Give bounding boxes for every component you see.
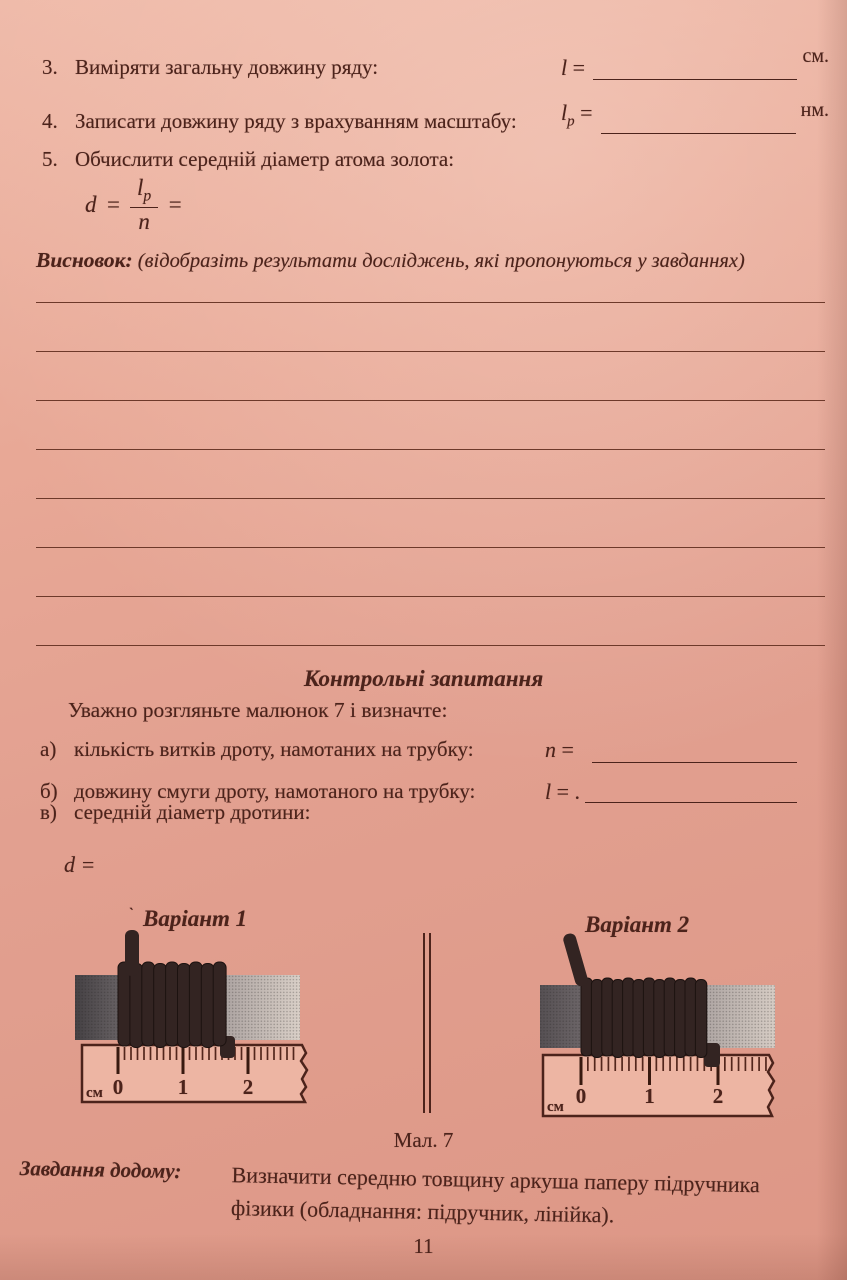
- symbol-n: n: [545, 737, 556, 762]
- coil-loop: [643, 978, 654, 1056]
- question-b-symbol: l = .: [545, 779, 581, 804]
- ruled-line: [36, 352, 825, 401]
- equals-sign: =: [580, 100, 593, 125]
- answer-blank: [593, 57, 797, 80]
- task-4: [42, 100, 829, 134]
- symbol-l: l: [561, 55, 568, 80]
- coil-loop: [201, 964, 214, 1048]
- coil-loop: [581, 978, 592, 1056]
- coil-loop: [130, 964, 143, 1048]
- question-a-letter: а): [40, 737, 57, 761]
- ruled-line: [36, 303, 825, 352]
- conclusion-line: [36, 248, 831, 273]
- symbol-l: l: [545, 779, 552, 804]
- variant1-title-text: Варіант 1: [143, 906, 248, 931]
- formula-lhs: d: [85, 192, 97, 218]
- equals-sign: =: [105, 192, 122, 218]
- coil-loop: [654, 980, 665, 1058]
- fraction-numerator: [130, 176, 158, 208]
- figure-row: [0, 900, 847, 1136]
- conclusion-label: Висновок:: [36, 248, 133, 272]
- symbol-l: l: [561, 100, 568, 125]
- question-a-symbol: [545, 737, 574, 763]
- question-a-text: кількість витків дроту, намотаних на трубку:: [74, 737, 474, 761]
- coil-loop: [591, 980, 602, 1058]
- question-b-letter: б): [40, 779, 58, 803]
- task-4-number: 4.: [42, 109, 58, 134]
- task-3-symbol: [561, 55, 593, 80]
- writing-lines: [36, 278, 825, 646]
- figure-divider: [423, 933, 431, 1113]
- ruled-line: [36, 401, 825, 450]
- subscript-p: p: [567, 113, 575, 130]
- question-v-text: середній діаметр дротини:: [74, 800, 311, 824]
- homework-text: [231, 1158, 760, 1234]
- wire-end-top: [562, 932, 589, 987]
- coil: [581, 978, 707, 1058]
- ruler-cm-label: 1: [177, 1075, 189, 1099]
- coil-loop: [189, 962, 202, 1046]
- answer-blank: [592, 762, 797, 763]
- task-5-number: 5.: [42, 147, 58, 171]
- equals-sign: =: [561, 737, 574, 762]
- coil-loop: [213, 962, 226, 1046]
- task-4-answer: [561, 100, 829, 134]
- ruler-unit-label: см: [86, 1085, 103, 1101]
- ruler-cm-label: 1: [644, 1084, 655, 1108]
- coil-loop: [633, 980, 644, 1058]
- task-3: [42, 45, 829, 80]
- ruler-cm-label: 0: [575, 1084, 587, 1108]
- variant1-title: [128, 906, 247, 932]
- diameter-formula: [85, 176, 183, 234]
- variant2-title-text: Варіант 2: [585, 912, 690, 937]
- subscript-p: p: [143, 187, 152, 205]
- coil-loop: [602, 978, 613, 1056]
- ruled-line: [36, 597, 825, 646]
- ruler-cm-label: 2: [712, 1084, 724, 1108]
- task-4-symbol: [561, 100, 601, 134]
- ruler-cm-label: 0: [112, 1075, 124, 1099]
- fraction-denominator: [138, 208, 150, 234]
- homework-line1: Визначити середню товщину аркуша паперу підручника: [231, 1162, 761, 1198]
- figure-caption: Мал. 7: [393, 1128, 454, 1152]
- coil-loop: [623, 978, 634, 1056]
- question-a: [40, 737, 797, 762]
- question-v-letter: в): [40, 800, 57, 824]
- control-questions-heading: Контрольні запитання: [303, 666, 544, 691]
- ruled-line: [36, 450, 825, 499]
- coil-loop: [154, 964, 167, 1048]
- fraction: [130, 176, 158, 234]
- coil-loop: [695, 980, 706, 1058]
- ruled-line: [36, 548, 825, 597]
- control-questions-intro: Уважно розгляньте малюнок 7 і визначте:: [68, 698, 448, 722]
- task-3-number: 3.: [42, 55, 58, 79]
- ruled-line: [36, 278, 825, 303]
- task-4-unit: нм.: [800, 99, 829, 122]
- question-b-text: довжину смуги дроту, намотаного на трубку:: [74, 779, 476, 803]
- equals-sign: =: [556, 779, 570, 804]
- homework-label: Завдання додому:: [19, 1155, 182, 1184]
- wire-end-top: [125, 930, 139, 976]
- stray-mark: `: [128, 906, 133, 922]
- coil-loop: [178, 964, 191, 1048]
- homework-section: [19, 1154, 833, 1236]
- task-4-label: Записати довжину ряду з врахуванням масштабу:: [75, 109, 517, 134]
- variant1-figure: [55, 930, 395, 1115]
- equals-sign: =: [167, 192, 183, 218]
- homework-line2: фізики (обладнання: підручник, лінійка).: [230, 1195, 615, 1228]
- equals-sign: =: [572, 55, 586, 80]
- task-3-answer: [561, 45, 829, 80]
- task-3-unit: см.: [802, 45, 829, 67]
- symbol-l: l: [137, 175, 144, 200]
- question-v: [40, 800, 797, 825]
- coil-loop: [675, 980, 686, 1058]
- coil-loop: [166, 962, 179, 1046]
- ruled-line: [36, 499, 825, 548]
- task-5: [42, 147, 829, 172]
- coil-loop: [612, 980, 623, 1058]
- coil-loop: [142, 962, 155, 1046]
- coil-loop: [664, 978, 675, 1056]
- ruler-cm-label: 2: [242, 1075, 254, 1099]
- answer-blank: [601, 111, 796, 134]
- d-equals-line: d =: [64, 852, 96, 877]
- symbol-n: n: [138, 209, 150, 235]
- page-number: 11: [413, 1234, 434, 1258]
- ruler-unit-label: см: [547, 1099, 564, 1115]
- variant2-figure: [520, 930, 847, 1120]
- task-5-label: Обчислити середній діаметр атома золота:: [75, 147, 455, 171]
- task-3-label: Виміряти загальну довжину ряду:: [75, 55, 379, 79]
- conclusion-hint: (відобразіть результати досліджень, які пропонуються у завданнях): [137, 250, 745, 272]
- coil-loop: [685, 978, 696, 1056]
